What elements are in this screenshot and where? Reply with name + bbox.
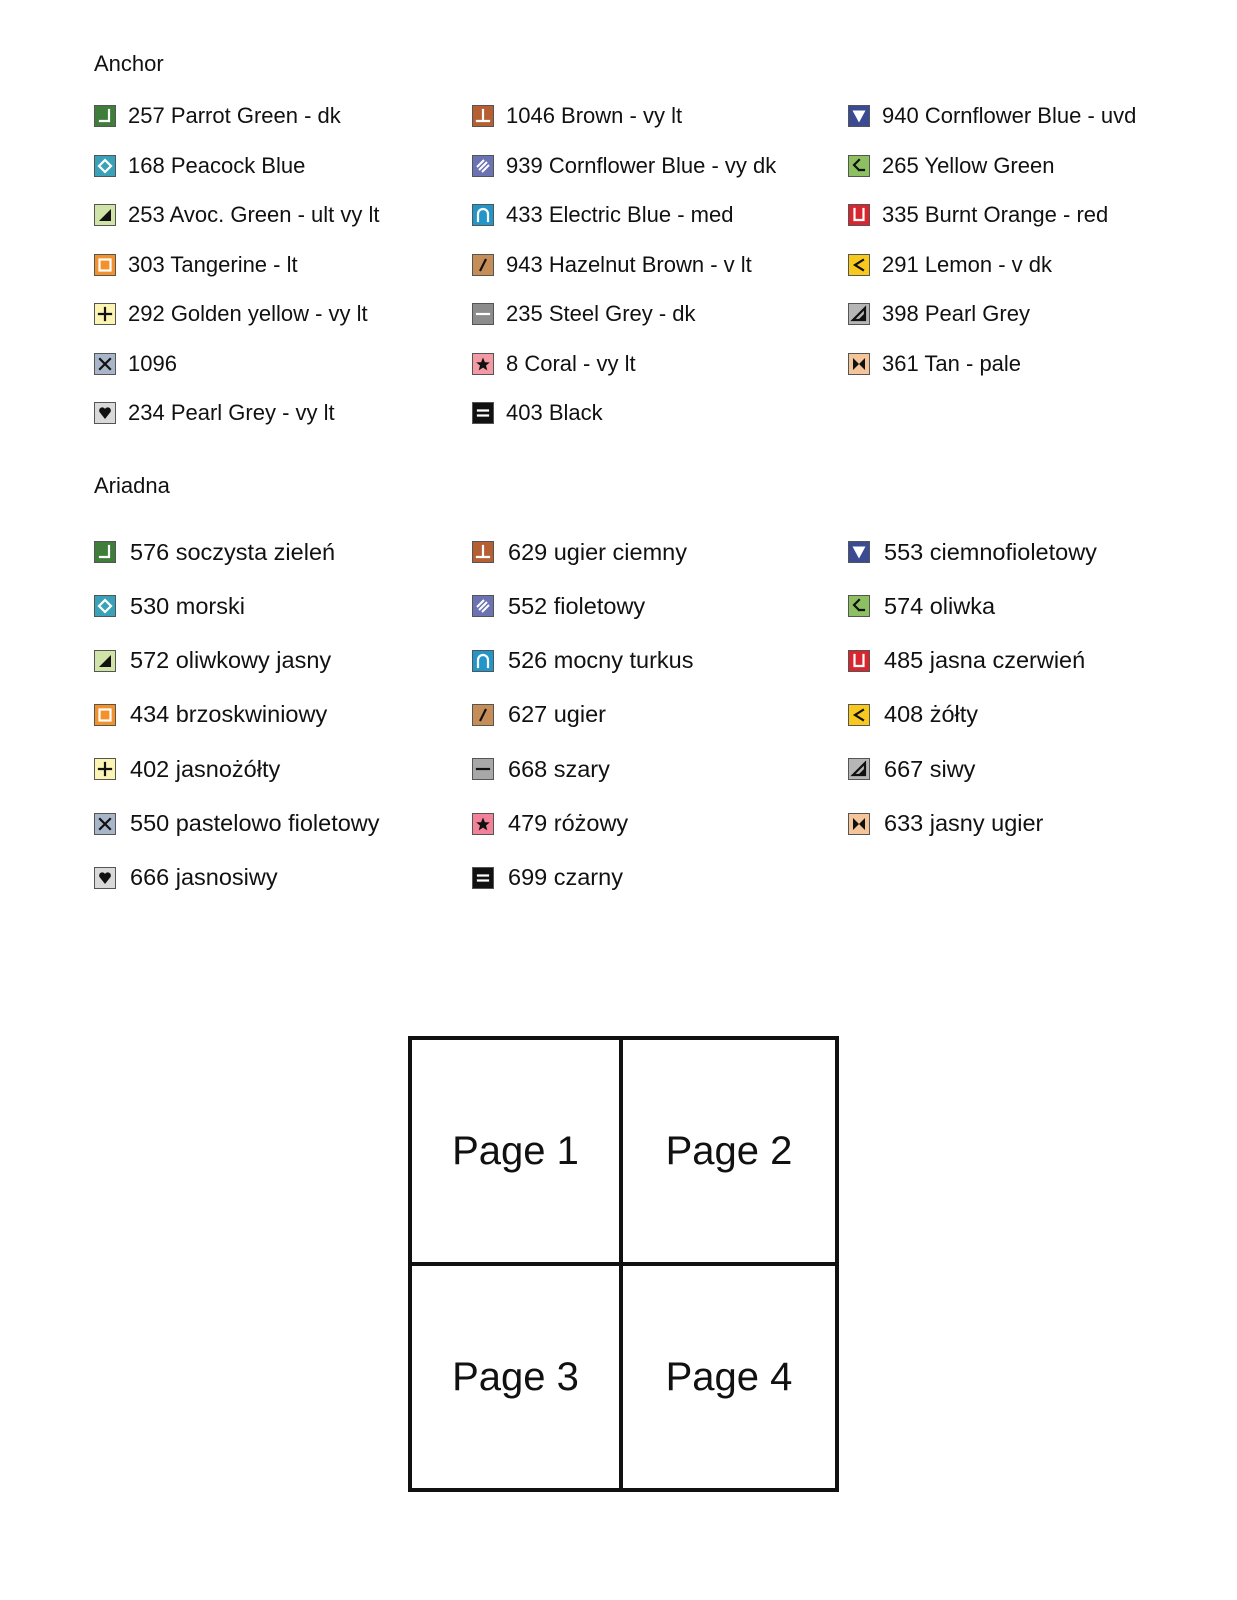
arch-icon	[472, 650, 494, 672]
bowtie-icon	[848, 813, 870, 835]
legend-item	[94, 754, 280, 784]
lt-bracket-icon	[848, 155, 870, 177]
legend-item	[472, 398, 603, 428]
slash-icon	[472, 704, 494, 726]
legend-label: 530 morski	[130, 592, 245, 619]
legend-label: 434 brzoskwiniowy	[130, 701, 328, 728]
legend-item	[472, 151, 776, 181]
legend-label: 8 Coral - vy lt	[506, 350, 636, 376]
legend-item	[472, 700, 606, 730]
legend-item	[94, 349, 177, 379]
legend-label: 552 fioletowy	[508, 592, 646, 619]
legend-label: 940 Cornflower Blue - uvd	[882, 103, 1137, 128]
legend-item	[94, 646, 331, 676]
legend-label: 485 jasna czerwień	[884, 647, 1086, 674]
page-2-cell: Page 2	[623, 1040, 835, 1266]
legend-label: 1096	[128, 350, 177, 376]
legend-item	[472, 809, 628, 839]
legend-item	[848, 200, 1108, 230]
hatch-icon	[472, 595, 494, 617]
legend-label: 403 Black	[506, 400, 603, 425]
legend-item	[94, 700, 327, 730]
legend-label: 265 Yellow Green	[882, 152, 1055, 178]
legend-label: 292 Golden yellow - vy lt	[128, 301, 368, 326]
legend-item	[472, 101, 682, 131]
legend-label: 303 Tangerine - lt	[128, 251, 298, 277]
legend-label: 576 soczysta zieleń	[130, 538, 336, 565]
legend-label: 479 różowy	[508, 810, 629, 836]
plus-icon	[94, 303, 116, 325]
legend-item	[848, 151, 1054, 181]
u-shape-icon	[848, 650, 870, 672]
legend-item	[94, 200, 380, 230]
legend-label: 402 jasnożółty	[130, 755, 281, 782]
ariadna-title: Ariadna	[94, 473, 170, 498]
legend-label: 553 ciemnofioletowy	[884, 538, 1097, 565]
star-icon	[472, 353, 494, 375]
legend-item	[848, 646, 1085, 676]
legend-item	[848, 299, 1030, 329]
legend-label: 1046 Brown - vy lt	[506, 103, 683, 128]
page-4-cell: Page 4	[665, 1354, 793, 1399]
legend-item	[94, 299, 368, 329]
legend-label: 257 Parrot Green - dk	[128, 103, 341, 128]
anchor-title: Anchor	[94, 51, 164, 76]
x-icon	[94, 813, 116, 835]
legend-item	[472, 863, 623, 893]
less-than-icon	[848, 704, 870, 726]
plus-icon	[94, 758, 116, 780]
legend-label: 572 oliwkowy jasny	[130, 647, 332, 674]
legend-label: 253 Avoc. Green - ult vy lt	[128, 202, 380, 227]
legend-item	[848, 700, 978, 730]
legend-label: 668 szary	[508, 755, 610, 782]
u-shape-icon	[848, 204, 870, 226]
half-triangle-right-icon	[848, 303, 870, 325]
tee-icon	[472, 541, 494, 563]
diamond-outline-icon	[94, 155, 116, 177]
legend-item	[94, 863, 278, 893]
legend-item	[848, 349, 1021, 379]
legend-item	[848, 101, 1136, 131]
x-icon	[94, 353, 116, 375]
legend-item	[94, 101, 341, 131]
legend-item	[472, 349, 636, 379]
half-triangle-icon	[94, 204, 116, 226]
half-triangle-right-icon	[848, 758, 870, 780]
page-3-cell: Page 3	[412, 1266, 623, 1488]
legend-item	[94, 809, 380, 839]
triangle-down-icon	[848, 541, 870, 563]
legend-item	[94, 537, 335, 567]
legend-item	[848, 537, 1097, 567]
legend-label: 939 Cornflower Blue - vy dk	[506, 152, 777, 178]
legend-label: 361 Tan - pale	[882, 350, 1022, 376]
legend-item	[472, 754, 610, 784]
legend-item	[94, 398, 335, 428]
arch-icon	[472, 204, 494, 226]
legend-item	[472, 537, 687, 567]
legend-item	[848, 591, 995, 621]
square-outline-icon	[94, 254, 116, 276]
legend-item	[848, 250, 1052, 280]
heart-icon	[94, 402, 116, 424]
legend-label: 235 Steel Grey - dk	[506, 301, 696, 326]
legend-item	[472, 646, 693, 676]
legend-item	[848, 809, 1043, 839]
legend-label: 666 jasnosiwy	[130, 864, 278, 891]
triangle-down-icon	[848, 105, 870, 127]
legend-label: 408 żółty	[884, 701, 979, 728]
star-icon	[472, 813, 494, 835]
square-outline-icon	[94, 704, 116, 726]
legend-item	[472, 250, 752, 280]
legend-item	[472, 200, 733, 230]
legend-label: 526 mocny turkus	[508, 647, 694, 674]
half-triangle-icon	[94, 650, 116, 672]
legend-item	[94, 250, 298, 280]
heart-icon	[94, 867, 116, 889]
legend-item	[94, 591, 245, 621]
equals-icon	[472, 867, 494, 889]
equals-icon	[472, 402, 494, 424]
legend-label: 574 oliwka	[884, 592, 996, 619]
legend-label: 667 siwy	[884, 755, 976, 782]
tee-icon	[472, 105, 494, 127]
slash-icon	[472, 254, 494, 276]
legend-label: 633 jasny ugier	[884, 810, 1044, 836]
legend-label: 699 czarny	[508, 864, 623, 891]
page-1-cell: Page 1	[412, 1040, 623, 1266]
legend-item	[848, 754, 975, 784]
page-layout-grid	[408, 1036, 839, 1492]
legend-label: 629 ugier ciemny	[508, 538, 687, 565]
legend-label: 335 Burnt Orange - red	[882, 202, 1109, 227]
legend-label: 291 Lemon - v dk	[882, 251, 1052, 277]
legend-label: 433 Electric Blue - med	[506, 202, 734, 227]
legend-label: 234 Pearl Grey - vy lt	[128, 400, 335, 425]
bowtie-icon	[848, 353, 870, 375]
corner-icon	[94, 541, 116, 563]
legend-label: 168 Peacock Blue	[128, 152, 306, 178]
legend-label: 550 pastelowo fioletowy	[130, 810, 380, 836]
less-than-icon	[848, 254, 870, 276]
corner-icon	[94, 105, 116, 127]
legend-item	[472, 591, 645, 621]
legend-label: 398 Pearl Grey	[882, 301, 1030, 326]
minus-icon	[472, 303, 494, 325]
lt-bracket-icon	[848, 595, 870, 617]
legend-label: 943 Hazelnut Brown - v lt	[506, 251, 752, 277]
hatch-icon	[472, 155, 494, 177]
diamond-outline-icon	[94, 595, 116, 617]
legend-item	[94, 151, 305, 181]
legend-item	[472, 299, 696, 329]
legend-label: 627 ugier	[508, 701, 606, 728]
minus-icon	[472, 758, 494, 780]
